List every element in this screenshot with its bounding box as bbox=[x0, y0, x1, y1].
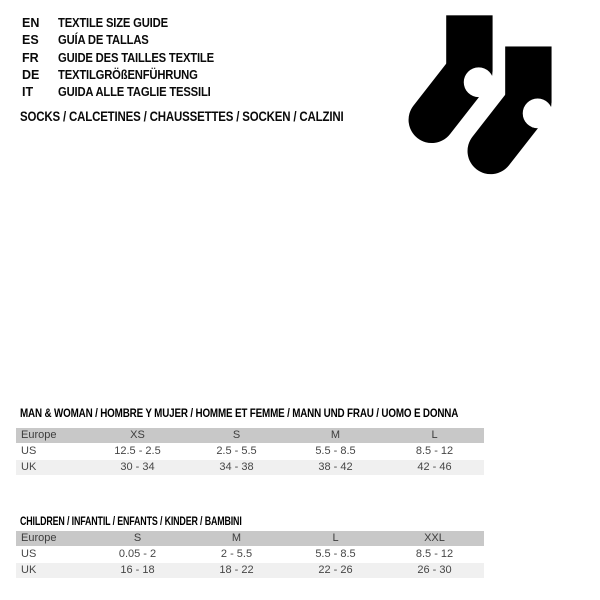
size-value: 5.5 - 8.5 bbox=[315, 445, 356, 457]
size-value: 16 - 18 bbox=[120, 564, 155, 576]
category-heading bbox=[20, 109, 401, 124]
language-code: ES bbox=[22, 33, 39, 48]
size-table-man-woman bbox=[16, 428, 484, 476]
header-cell-region: Europe bbox=[21, 429, 57, 441]
table-title-text: CHILDREN / INFANTIL / ENFANTS / KINDER / BAMBINI bbox=[20, 514, 242, 528]
header-cell-region: Europe bbox=[21, 532, 57, 544]
header-cell-size: S bbox=[232, 429, 241, 441]
sock-heel-notch bbox=[464, 67, 494, 97]
table-header-row bbox=[16, 428, 484, 443]
sock-heel-notch bbox=[523, 98, 553, 128]
language-list bbox=[22, 15, 231, 101]
header-cell-size: L bbox=[332, 532, 339, 544]
row-label: US bbox=[21, 445, 37, 457]
socks-icon bbox=[405, 14, 555, 177]
language-label: TEXTILGRÖßENFÜHRUNG bbox=[58, 67, 198, 82]
language-code: IT bbox=[22, 85, 34, 100]
row-label: UK bbox=[21, 461, 37, 473]
header-cell-size: M bbox=[330, 429, 341, 441]
size-value: 2 - 5.5 bbox=[220, 548, 253, 560]
size-value: 18 - 22 bbox=[219, 564, 254, 576]
size-value: 30 - 34 bbox=[120, 461, 155, 473]
size-value: 12.5 - 2.5 bbox=[114, 445, 161, 457]
language-label: GUIDA ALLE TAGLIE TESSILI bbox=[58, 85, 211, 100]
size-table-children bbox=[16, 531, 484, 579]
language-row-fr bbox=[22, 50, 231, 67]
language-row-es bbox=[22, 32, 231, 49]
table-title-text: MAN & WOMAN / HOMBRE Y MUJER / HOMME ET FEMME / MANN UND FRAU / UOMO E DONNA bbox=[20, 406, 459, 420]
language-row-it bbox=[22, 84, 231, 101]
size-value: 2.5 - 5.5 bbox=[216, 445, 257, 457]
table-title-man-woman bbox=[20, 406, 554, 420]
table-row-uk bbox=[16, 563, 484, 578]
language-label: TEXTILE SIZE GUIDE bbox=[58, 16, 168, 30]
language-row-de bbox=[22, 67, 231, 84]
table-row-us bbox=[16, 547, 484, 562]
language-label: GUÍA DE TALLAS bbox=[58, 33, 149, 48]
header-cell-size: XS bbox=[130, 429, 145, 441]
header-cell-size: M bbox=[231, 532, 242, 544]
size-value: 22 - 26 bbox=[318, 564, 353, 576]
table-row-uk bbox=[16, 460, 484, 475]
language-row-en bbox=[22, 15, 231, 32]
header-cell-size: S bbox=[133, 532, 142, 544]
language-code: DE bbox=[22, 67, 40, 82]
size-value: 34 - 38 bbox=[219, 461, 254, 473]
size-value: 26 - 30 bbox=[417, 564, 452, 576]
size-value: 0.05 - 2 bbox=[118, 548, 157, 560]
size-value: 42 - 46 bbox=[417, 461, 452, 473]
table-row-us bbox=[16, 444, 484, 459]
size-value: 5.5 - 8.5 bbox=[315, 548, 356, 560]
row-label: UK bbox=[21, 564, 37, 576]
language-code: EN bbox=[22, 16, 40, 30]
category-heading-text: SOCKS / CALCETINES / CHAUSSETTES / SOCKEN / CALZINI bbox=[20, 109, 344, 124]
table-header-row bbox=[16, 531, 484, 546]
language-code: FR bbox=[22, 50, 39, 65]
language-label: GUIDE DES TAILLES TEXTILE bbox=[58, 50, 214, 65]
size-value: 8.5 - 12 bbox=[415, 548, 454, 560]
size-value: 8.5 - 12 bbox=[415, 445, 454, 457]
table-title-children bbox=[20, 514, 320, 528]
header-cell-size: L bbox=[431, 429, 438, 441]
row-label: US bbox=[21, 548, 37, 560]
header-cell-size: XXL bbox=[424, 532, 445, 544]
size-value: 38 - 42 bbox=[318, 461, 353, 473]
